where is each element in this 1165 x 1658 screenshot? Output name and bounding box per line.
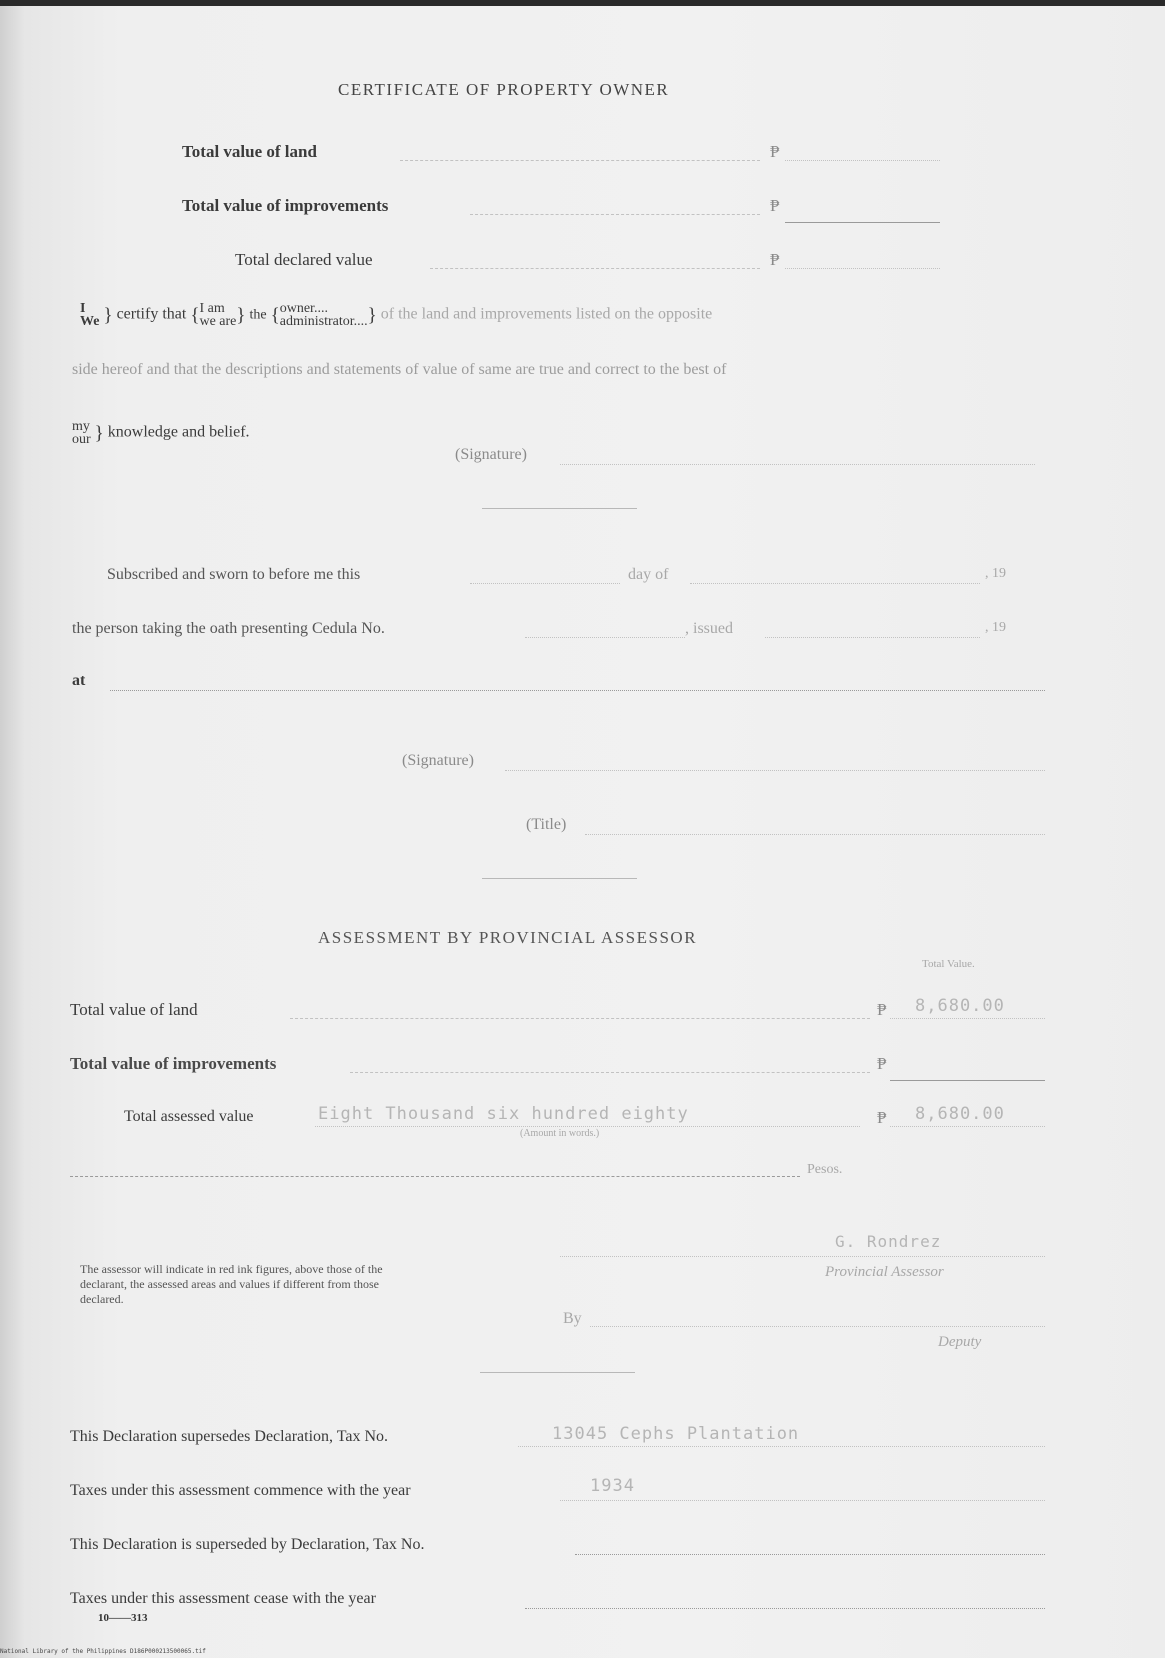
commence-line [560, 1500, 1045, 1501]
of-land-text: of the land and improvements listed on the opposite [380, 305, 713, 323]
assessor-note: The assessor will indicate in red ink figures, above those of the declarant, the assessed areas and values if different from those declared. [80, 1262, 383, 1306]
assessed-numeric-line [890, 1126, 1045, 1127]
assess-land-leader [290, 1018, 870, 1019]
separator-1 [482, 508, 637, 509]
cert-improvements-peso-sign: ₱ [770, 196, 780, 215]
at-line [110, 690, 1045, 691]
assessed-words-line [315, 1126, 860, 1127]
certify-that-text: certify that [116, 305, 187, 323]
issued-text: , issued [685, 620, 733, 637]
cert-improvements-leader [470, 214, 760, 215]
superseded-by-line [575, 1554, 1045, 1555]
cert-declared-leader [430, 268, 760, 269]
superseded-by-label: This Declaration is superseded by Declaration, Tax No. [70, 1536, 425, 1553]
cert-declared-peso-sign: ₱ [770, 250, 780, 269]
assessed-peso-sign: ₱ [877, 1108, 887, 1127]
year-prefix-2: , 19 [985, 620, 1006, 635]
assessor-signature-line [560, 1256, 1045, 1257]
issued-line [765, 637, 980, 638]
pesos-label: Pesos. [807, 1162, 843, 1177]
cert-land-peso-sign: ₱ [770, 142, 780, 161]
assessed-numeric-value: 8,680.00 [915, 1104, 1005, 1124]
cedula-line [525, 637, 685, 638]
assess-improvements-peso-sign: ₱ [877, 1054, 887, 1073]
deputy-label: Deputy [938, 1334, 982, 1350]
assessed-value-label: Total assessed value [124, 1108, 254, 1125]
i-we-choice: I We [80, 301, 100, 329]
deputy-line [590, 1326, 1045, 1327]
total-value-header: Total Value. [922, 958, 975, 970]
knowledge-line: my our } knowledge and belief. [72, 419, 250, 447]
separator-3 [480, 1372, 635, 1373]
oath-title-line [585, 834, 1045, 835]
assess-improvements-value-line [890, 1080, 1045, 1081]
cease-label: Taxes under this assessment cease with the year [70, 1590, 376, 1607]
side-hereof-text: side hereof and that the descriptions and statements of value of same are true and correct to the best of [72, 361, 727, 378]
cert-improvements-value-line [785, 222, 940, 223]
oath-signature-label: (Signature) [402, 752, 474, 769]
certify-line: I We } certify that {I am we are} the {owner.... administrator....} of the land and improvements listed on the opposite [80, 301, 713, 329]
assess-land-label: Total value of land [70, 1000, 198, 1019]
assessor-title: Provincial Assessor [825, 1264, 944, 1280]
certificate-title: CERTIFICATE OF PROPERTY OWNER [338, 80, 670, 99]
cert-signature-label: (Signature) [455, 446, 527, 463]
cert-signature-line [560, 464, 1035, 465]
oath-signature-line [505, 770, 1045, 771]
cedula-text: the person taking the oath presenting Cedula No. [72, 620, 385, 637]
by-label: By [563, 1310, 582, 1327]
assess-land-value-line [890, 1018, 1045, 1019]
cert-land-label: Total value of land [182, 142, 317, 161]
separator-2 [482, 878, 637, 879]
commence-value: 1934 [590, 1476, 635, 1496]
am-are-choice: I am we are [199, 301, 237, 329]
assess-land-value: 8,680.00 [915, 996, 1005, 1016]
cert-declared-label: Total declared value [235, 250, 373, 269]
archive-footer: National Library of the Philippines D186P000213500065.tif [0, 1648, 206, 1655]
day-of-text: day of [628, 566, 669, 583]
cease-line [525, 1608, 1045, 1609]
assess-improvements-label: Total value of improvements [70, 1054, 277, 1073]
owner-administrator-choice: owner.... administrator.... [279, 301, 368, 329]
supersedes-label: This Declaration supersedes Declaration, Tax No. [70, 1428, 389, 1445]
cert-land-value-line [785, 160, 940, 161]
at-label: at [72, 672, 86, 689]
assess-land-peso-sign: ₱ [877, 1000, 887, 1019]
cert-land-leader [400, 160, 760, 161]
form-number: 10——313 [98, 1612, 148, 1624]
subscribed-text: Subscribed and sworn to before me this [107, 566, 361, 583]
scan-top-edge [0, 0, 1165, 6]
supersedes-line [518, 1446, 1045, 1447]
assessment-title: ASSESSMENT BY PROVINCIAL ASSESSOR [318, 928, 698, 947]
year-prefix-1: , 19 [985, 566, 1006, 581]
oath-title-label: (Title) [526, 816, 567, 833]
commence-label: Taxes under this assessment commence with the year [70, 1482, 411, 1499]
amount-in-words-caption: (Amount in words.) [520, 1128, 600, 1139]
assessed-words-value: Eight Thousand six hundred eighty [318, 1104, 689, 1124]
day-line [470, 583, 620, 584]
supersedes-value: 13045 Cephs Plantation [552, 1424, 800, 1444]
month-line [690, 583, 980, 584]
cert-declared-value-line [785, 268, 940, 269]
cert-improvements-label: Total value of improvements [182, 196, 389, 215]
assess-improvements-leader [350, 1072, 870, 1073]
pesos-line [70, 1176, 800, 1177]
assessor-signature: G. Rondrez [835, 1232, 942, 1251]
